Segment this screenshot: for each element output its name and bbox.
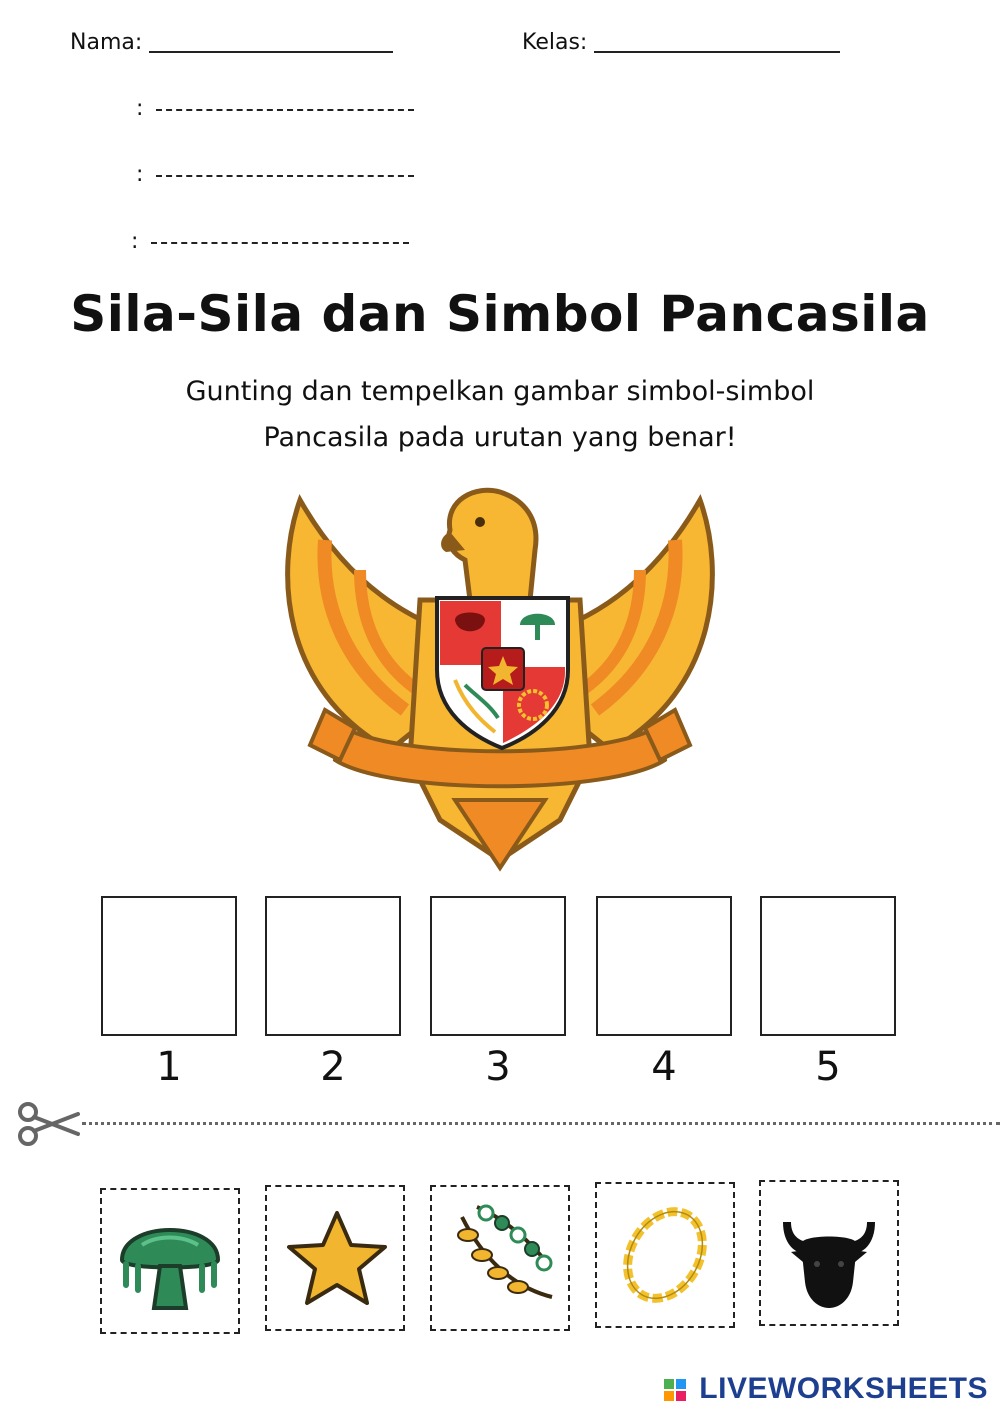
liveworksheets-logo-icon (664, 1379, 686, 1401)
garuda-pancasila-icon (270, 460, 730, 880)
answer-box-2[interactable] (265, 896, 401, 1036)
nama-field (70, 30, 393, 55)
answer-number-5: 5 (815, 1044, 841, 1090)
answer-box-3[interactable] (430, 896, 566, 1036)
answer-number-4: 4 (651, 1044, 677, 1090)
cut-piece-rice-cotton[interactable] (430, 1185, 570, 1331)
blank-colon: : (136, 162, 144, 187)
instruction-line-1: Gunting dan tempelkan gambar simbol-simbol (185, 376, 815, 407)
kelas-field (522, 30, 840, 55)
liveworksheets-brand (664, 1372, 988, 1406)
worksheet-title: Sila-Sila dan Simbol Pancasila (70, 285, 930, 343)
liveworksheets-text: LIVEWORKSHEETS (699, 1372, 988, 1405)
nama-label: Nama: (70, 30, 143, 55)
answer-box-5[interactable] (760, 896, 896, 1036)
blank-line-2[interactable] (156, 175, 414, 177)
star-icon (267, 1187, 403, 1329)
instruction-line-2: Pancasila pada urutan yang benar! (263, 422, 737, 453)
blank-field-3 (131, 229, 409, 254)
cut-piece-banyan[interactable] (100, 1188, 240, 1334)
chain-icon (597, 1184, 733, 1326)
answer-number-1: 1 (156, 1044, 182, 1090)
blank-colon: : (136, 96, 144, 121)
answer-box-1[interactable] (101, 896, 237, 1036)
kelas-label: Kelas: (522, 30, 588, 55)
cut-piece-bull[interactable] (759, 1180, 899, 1326)
rice-cotton-icon (432, 1187, 568, 1329)
banyan-tree-icon (102, 1190, 238, 1332)
answer-number-2: 2 (320, 1044, 346, 1090)
cut-line (82, 1122, 1000, 1125)
scissors-icon (16, 1100, 82, 1148)
cut-piece-chain[interactable] (595, 1182, 735, 1328)
kelas-line[interactable] (594, 51, 840, 53)
blank-line-3[interactable] (151, 242, 409, 244)
blank-line-1[interactable] (156, 109, 414, 111)
cut-piece-star[interactable] (265, 1185, 405, 1331)
answer-number-3: 3 (485, 1044, 511, 1090)
nama-line[interactable] (149, 51, 393, 53)
blank-field-2 (136, 162, 414, 187)
blank-colon: : (131, 229, 139, 254)
bull-head-icon (761, 1182, 897, 1324)
answer-box-4[interactable] (596, 896, 732, 1036)
blank-field-1 (136, 96, 414, 121)
